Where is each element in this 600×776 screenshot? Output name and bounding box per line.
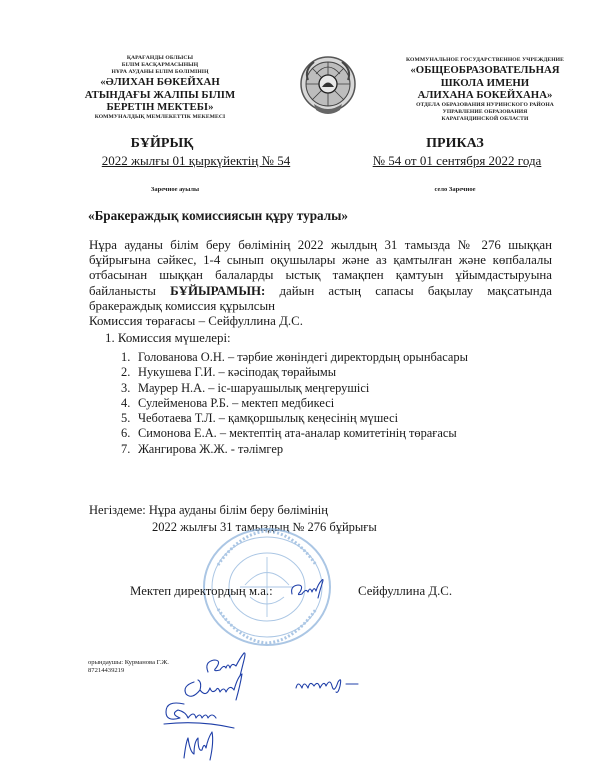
body-text: байланысты [89,283,171,298]
executor-name: орындаушы: Курманова Г.Ж. [88,659,169,666]
member-text: Сулейменова Р.Б. – мектеп медбикесі [138,395,335,410]
member-text: Симонова Е.А. – мектептің ата-аналар комитетінің төрағасы [138,426,457,441]
member-text: Жангирова Ж.Ж. - тәлімгер [138,441,284,456]
header-left-kz [62,55,258,121]
header-right-ru [385,57,585,123]
list-item [121,396,468,411]
header-right-top: КОММУНАЛЬНОЕ ГОСУДАРСТВЕННОЕ УЧРЕЖДЕНИЕ [406,57,564,63]
executor-info [88,659,169,675]
executor-phone: 87214439219 [88,667,125,674]
school-name-kz-line: АТЫНДАҒЫ ЖАЛПЫ БІЛІМ [84,88,236,101]
list-item [121,365,468,380]
state-emblem-icon [298,40,358,124]
item-number: 1. [121,350,131,364]
member-signature-icon [292,672,362,696]
member-text: Голованова О.Н. – тәрбие жөніндегі директордың орынбасары [138,350,468,364]
signatory-position: Мектеп директордың м.а.: [130,584,273,598]
list-item [121,381,468,396]
item-number: 3. [121,380,131,395]
order-body [89,238,552,314]
list-item [121,411,468,426]
header-left-line: НҰРА АУДАНЫ БІЛІМ БӨЛІМІНІҢ [111,69,209,75]
school-name-ru-line: АЛИХАНА БОКЕЙХАНА» [417,89,553,101]
order-title-ru: ПРИКАЗ [426,136,484,151]
order-date-kz: 2022 жылғы 01 қыркүйектің № 54 [101,153,291,168]
header-right-line: УПРАВЛЕНИЕ ОБРАЗОВАНИЯ [442,108,528,115]
header-right-line: КАРАГАНДИНСКОЙ ОБЛАСТИ [441,115,529,122]
members-heading: 1. Комиссия мүшелері: [105,331,231,345]
header-left-line: БІЛІМ БАСҚАРМАСЫНЫҢ [121,62,199,68]
list-item [121,442,468,457]
order-title-kz: БҰЙРЫҚ [130,136,194,151]
body-line: бракераждық комиссия құрылсын [89,298,276,313]
order-keyword: БҰЙЫРАМЫН: [170,283,266,298]
school-name-kz-line: «ӘЛИХАН БӨКЕЙХАН [100,76,220,88]
body-text: дайын астың сапасы бақылау мақсатында [265,283,552,298]
members-list [121,350,468,457]
member-text: Нукушева Г.И. – кәсіподақ төрайымы [138,365,337,380]
school-name-ru-line: «ОБЩЕОБРАЗОВАТЕЛЬНАЯ [410,64,560,76]
commission-chair: Комиссия төрағасы – Сейфуллина Д.С. [89,314,303,328]
body-line: отбасынан шыққан балаларды ыстық тамақпен қамтуын ұйымдастыруына [89,268,552,283]
item-number: 4. [121,395,131,410]
header-left-line: ҚАРАҒАНДЫ ОБЛЫСЫ [126,55,194,61]
school-name-kz-line: БЕРЕТІН МЕКТЕБІ» [106,101,214,113]
header-left-footer: КОММУНАЛДЫҚ МЕМЛЕКЕТТІК МЕКЕМЕСІ [94,113,226,120]
body-line: бұйрығына сәйкес, 1-4 сынып оқушылары және аз қамтылған және көпбалалы [89,253,552,268]
body-line [89,284,552,299]
item-number: 6. [121,426,131,441]
member-text: Чеботаева Т.Л. – қамқоршылық кеңесінің мүшесі [138,411,399,426]
item-number: 2. [121,365,131,380]
member-signature-icon [160,698,238,730]
item-number: 7. [121,441,131,456]
order-subject: «Бракераждық комиссиясын құру туралы» [88,208,349,223]
member-signature-icon [180,728,220,764]
basis-line-1: Негіздеме: Нұра ауданы білім беру бөлімінің [89,503,328,517]
item-number: 5. [121,411,131,426]
list-item [121,350,468,365]
body-line: Нұра ауданы білім беру бөлімінің 2022 жылдың 31 тамызда № 276 шыққан [89,238,552,252]
order-date-ru: № 54 от 01 сентября 2022 года [372,153,542,168]
order-place-kz: Заречное ауылы [150,186,200,193]
director-signature-icon [288,576,328,602]
school-name-ru-line: ШКОЛА ИМЕНИ [440,76,530,89]
order-place-ru: село Заречное [434,186,476,193]
member-text: Маурер Н.А. – іс-шаруашылық меңгерушісі [138,380,370,395]
basis-line-2: 2022 жылғы 31 тамыздың № 276 бұйрығы [152,520,377,534]
header-right-line: ОТДЕЛА ОБРАЗОВАНИЯ НУРИНСКОГО РАЙОНА [416,101,554,108]
list-item [121,426,468,441]
signatory-name: Сейфуллина Д.С. [358,584,453,598]
